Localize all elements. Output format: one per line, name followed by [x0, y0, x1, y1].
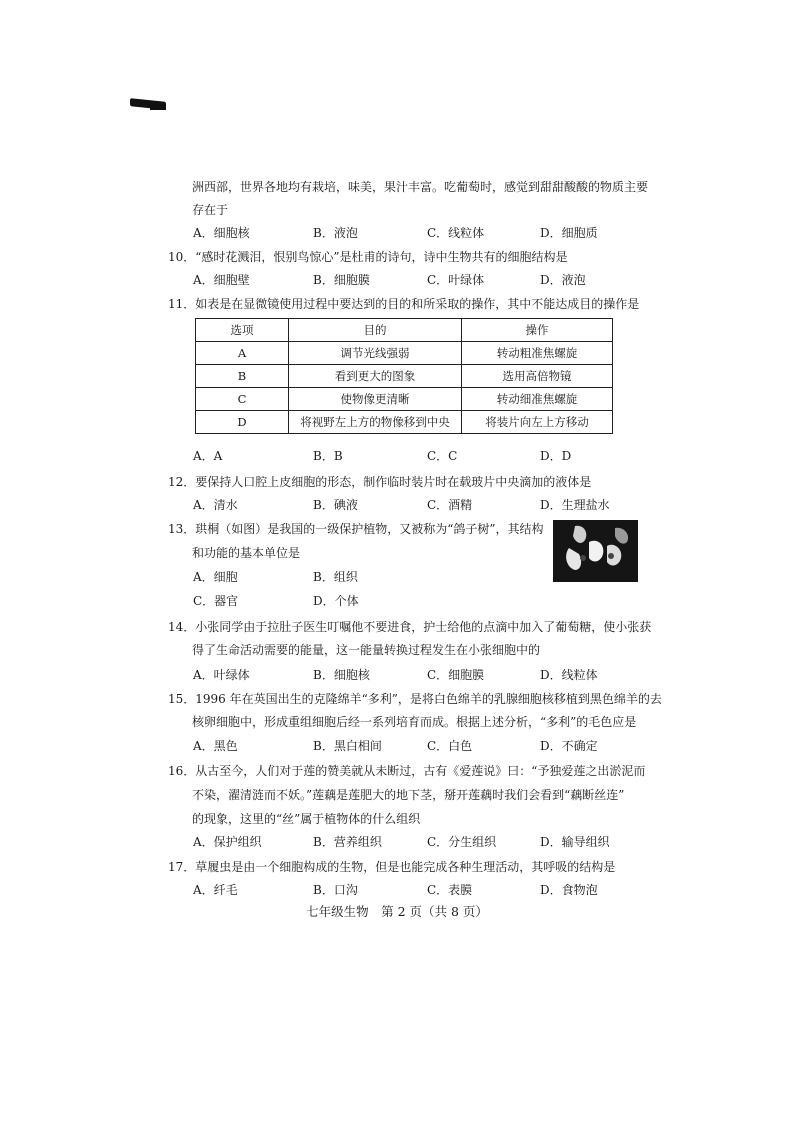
q10-option-b: B．细胞膜 — [313, 273, 370, 287]
q14-option-d: D．线粒体 — [540, 668, 598, 682]
q12-option-c: C．酒精 — [427, 498, 473, 512]
q17-option-d: D．食物泡 — [540, 883, 598, 897]
q14-text-line1: 14．小张同学由于拉肚子医生叮嘱他不要进食，护士给他的点滴中加入了葡萄糖，使小张获 — [168, 620, 652, 634]
q13-text-line1: 13．珙桐（如图）是我国的一级保护植物，又被称为“鸽子树”，其结构 — [168, 522, 544, 536]
q16-option-b: B．营养组织 — [313, 835, 382, 849]
q9-text-line1: 洲西部，世界各地均有栽培，味美，果汁丰富。吃葡萄时，感觉到甜甜酸酸的物质主要 — [192, 180, 649, 194]
q12-option-b: B．碘液 — [313, 498, 358, 512]
q10-option-d: D．液泡 — [540, 273, 586, 287]
q10-text: 10．“感时花溅泪，恨别鸟惊心”是杜甫的诗句，诗中生物共有的细胞结构是 — [168, 250, 568, 264]
q17-text: 17．草履虫是由一个细胞构成的生物，但是也能完成各种生理活动，其呼吸的结构是 — [168, 860, 616, 874]
q9-option-d: D．细胞质 — [540, 226, 598, 240]
q11-option-b: B．B — [313, 449, 343, 463]
table-cell: 转动细准焦螺旋 — [462, 388, 613, 411]
q14-option-c: C．细胞膜 — [427, 668, 485, 682]
table-cell: C — [196, 388, 289, 411]
q16-text-line3: 的现象，这里的“丝”属于植物体的什么组织 — [192, 812, 421, 826]
dove-tree-flower-icon — [553, 520, 638, 582]
q13-text-line2: 和功能的基本单位是 — [192, 546, 301, 560]
table-row — [196, 342, 613, 365]
q16-text-line2: 不染，濯清涟而不妖。”莲藕是莲肥大的地下茎，掰开莲藕时我们会看到“藕断丝连” — [192, 788, 625, 802]
table-cell: D — [196, 411, 289, 434]
table-cell: 调节光线强弱 — [289, 342, 462, 365]
table-cell: B — [196, 365, 289, 388]
table-row — [196, 365, 613, 388]
q13-option-b: B．组织 — [313, 570, 358, 584]
table-row — [196, 388, 613, 411]
q9-option-a: A．细胞核 — [193, 226, 250, 240]
q11-text: 11．如表是在显微镜使用过程中要达到的目的和所采取的操作，其中不能达成目的操作是 — [168, 297, 640, 311]
q9-option-b: B．液泡 — [313, 226, 358, 240]
q14-option-b: B．细胞核 — [313, 668, 370, 682]
q11-option-c: C．C — [427, 449, 458, 463]
q15-option-d: D．不确定 — [540, 739, 598, 753]
q16-option-c: C．分生组织 — [427, 835, 497, 849]
table-cell: 看到更大的图象 — [289, 365, 462, 388]
table-row — [196, 411, 613, 434]
q15-option-a: A．黑色 — [193, 739, 238, 753]
q14-option-a: A．叶绿体 — [193, 668, 250, 682]
page-footer: 七年级生物 第 2 页（共 8 页） — [306, 904, 488, 919]
q13-option-a: A．细胞 — [193, 570, 238, 584]
q12-option-a: A．清水 — [193, 498, 238, 512]
q11-option-d: D．D — [540, 449, 572, 463]
q15-text-line2: 核卵细胞中，形成重组细胞后经一系列培育而成。根据上述分析，“多利”的毛色应是 — [192, 715, 637, 729]
q9-option-c: C．线粒体 — [427, 226, 485, 240]
q12-text: 12．要保持人口腔上皮细胞的形态，制作临时装片时在载玻片中央滴加的液体是 — [168, 475, 592, 489]
q16-text-line1: 16．从古至今，人们对于莲的赞美就从未断过，古有《爱莲说》曰：“予独爱莲之出淤泥而 — [168, 764, 646, 778]
q13-option-d: D．个体 — [313, 594, 359, 608]
q17-option-a: A．纤毛 — [193, 883, 238, 897]
q16-option-d: D．输导组织 — [540, 835, 610, 849]
q10-option-c: C．叶绿体 — [427, 273, 485, 287]
q11-table — [195, 318, 613, 434]
table-cell: 转动粗准焦螺旋 — [462, 342, 613, 365]
q12-option-d: D．生理盐水 — [540, 498, 610, 512]
q10-option-a: A．细胞壁 — [193, 273, 250, 287]
table-cell: 选用高倍物镜 — [462, 365, 613, 388]
q15-option-c: C．白色 — [427, 739, 473, 753]
q17-option-c: C．表膜 — [427, 883, 473, 897]
scan-mark-tail — [150, 106, 166, 110]
q15-option-b: B．黑白相间 — [313, 739, 382, 753]
q17-option-b: B．口沟 — [313, 883, 358, 897]
table-header-purpose: 目的 — [289, 319, 462, 342]
q16-option-a: A．保护组织 — [193, 835, 262, 849]
table-header-row — [196, 319, 613, 342]
dove-tree-photo — [553, 520, 638, 582]
table-header-option: 选项 — [196, 319, 289, 342]
table-cell: 将装片向左上方移动 — [462, 411, 613, 434]
table-cell: 将视野左上方的物像移到中央 — [289, 411, 462, 434]
table-header-operation: 操作 — [462, 319, 613, 342]
table-cell: 使物像更清晰 — [289, 388, 462, 411]
q15-text-line1: 15．1996 年在英国出生的克隆绵羊“多利”，是将白色绵羊的乳腺细胞核移植到黑色绵羊的去 — [168, 692, 662, 706]
table-cell: A — [196, 342, 289, 365]
q14-text-line2: 得了生命活动需要的能量，这一能量转换过程发生在小张细胞中的 — [192, 643, 541, 657]
q9-text-line2: 存在于 — [192, 203, 229, 217]
q13-option-c: C．器官 — [193, 594, 239, 608]
q11-option-a: A．A — [193, 449, 223, 463]
